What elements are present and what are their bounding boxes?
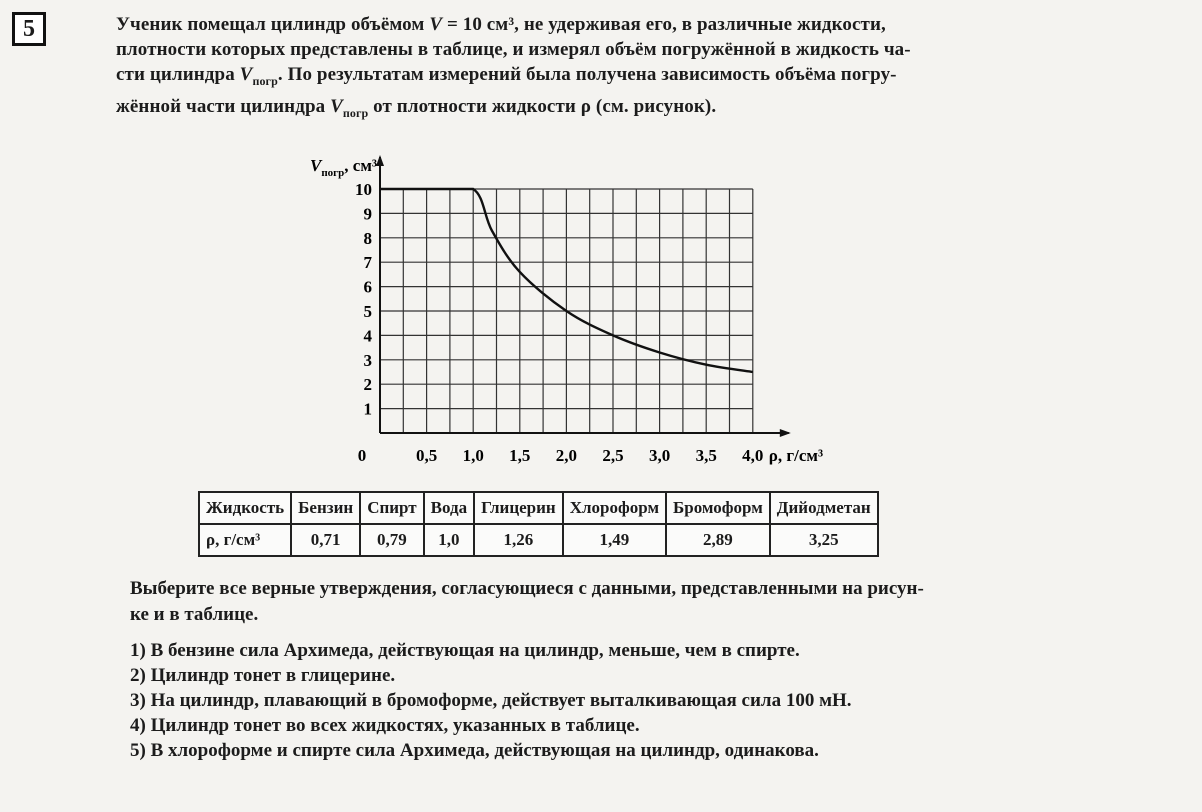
option-2: 2) Цилиндр тонет в глицерине.: [130, 665, 396, 686]
y-tick-label: 6: [363, 277, 372, 297]
v-variable: V: [239, 64, 253, 85]
option-4: 4) Цилиндр тонет во всех жидкостях, указанных в таблице.: [130, 715, 640, 736]
table-cell: Бензин: [291, 492, 360, 524]
question-line-2: ке и в таблице.: [130, 604, 259, 625]
y-tick-label: 5: [363, 302, 372, 321]
table-header-density: ρ, г/см³: [199, 524, 291, 556]
intro-line-4: жённой части цилиндра $V_{погр}$ от плотности жидкости ρ (см. рисунок).: [116, 96, 717, 120]
x-tick-label: 3,5: [695, 446, 717, 465]
answer-options: [130, 638, 852, 763]
question-text: [130, 576, 1060, 628]
x-axis-label: ρ, г/см³: [768, 446, 824, 465]
table-row-densities: [199, 524, 878, 556]
table-cell: 1,49: [563, 524, 666, 556]
table-cell: 0,79: [360, 524, 423, 556]
y-tick-label: 9: [363, 204, 372, 224]
table-cell: Дийодметан: [770, 492, 878, 524]
intro-line-2: плотности которых представлены в таблице, и измерял объём погружённой в жидкость ча-: [116, 39, 911, 60]
table-cell: 2,89: [666, 524, 770, 556]
table-cell: 1,0: [424, 524, 474, 556]
task-number-box: [12, 12, 46, 46]
y-axis-label: $V_{погр}$, см³: [310, 156, 378, 179]
table-cell: Глицерин: [474, 492, 563, 524]
x-tick-label: 4,0: [742, 446, 764, 465]
y-tick-label: 7: [363, 253, 372, 273]
option-3: 3) На цилиндр, плавающий в бромоформе, действует выталкивающая сила 100 мН.: [130, 690, 852, 711]
y-tick-label: 1: [363, 399, 372, 419]
table-cell: 1,26: [474, 524, 563, 556]
task-number: 5: [23, 15, 35, 42]
volume-variable: V: [429, 14, 443, 35]
x-tick-label: 2,0: [555, 446, 578, 465]
volume-density-chart: [300, 136, 880, 466]
y-tick-label: 3: [363, 350, 372, 370]
table-header-liquid: Жидкость: [199, 492, 291, 524]
y-tick-label: 4: [363, 326, 372, 346]
intro-line-1: Ученик помещал цилиндр объёмом V = 10 см³, не удерживая его, в различные жидкости,: [116, 14, 886, 35]
y-tick-label: 10: [355, 180, 372, 199]
x-tick-label: 1,0: [462, 446, 484, 465]
y-tick-label: 8: [363, 228, 372, 248]
v-subscript: погр: [252, 74, 278, 88]
x-tick-label: 0,5: [415, 446, 438, 465]
question-line-1: Выберите все верные утверждения, согласующиеся с данными, представленными на рисун-: [130, 578, 924, 599]
table-cell: Хлороформ: [563, 492, 666, 524]
table-cell: Спирт: [360, 492, 423, 524]
intro-line-3: сти цилиндра $V_{погр}$. По результатам измерений была получена зависимость объёма погру-: [116, 64, 897, 88]
table-cell: 3,25: [770, 524, 878, 556]
x-tick-label: 0: [357, 446, 367, 465]
y-tick-label: 2: [363, 375, 372, 395]
y-axis-arrow: [376, 155, 384, 166]
option-5: 5) В хлороформе и спирте сила Архимеда, действующая на цилиндр, одинакова.: [130, 740, 819, 761]
table-cell: Вода: [424, 492, 474, 524]
x-tick-label: 1,5: [509, 446, 531, 465]
liquid-density-table: [198, 491, 879, 557]
table-row-liquids: [199, 492, 878, 524]
x-tick-label: 3,0: [648, 446, 671, 465]
x-tick-label: 2,5: [602, 446, 624, 465]
option-1: 1) В бензине сила Архимеда, действующая на цилиндр, меньше, чем в спирте.: [130, 640, 800, 661]
x-axis-arrow: [780, 429, 791, 437]
problem-intro: [116, 12, 1032, 126]
table-cell: 0,71: [291, 524, 360, 556]
table-cell: Бромоформ: [666, 492, 770, 524]
